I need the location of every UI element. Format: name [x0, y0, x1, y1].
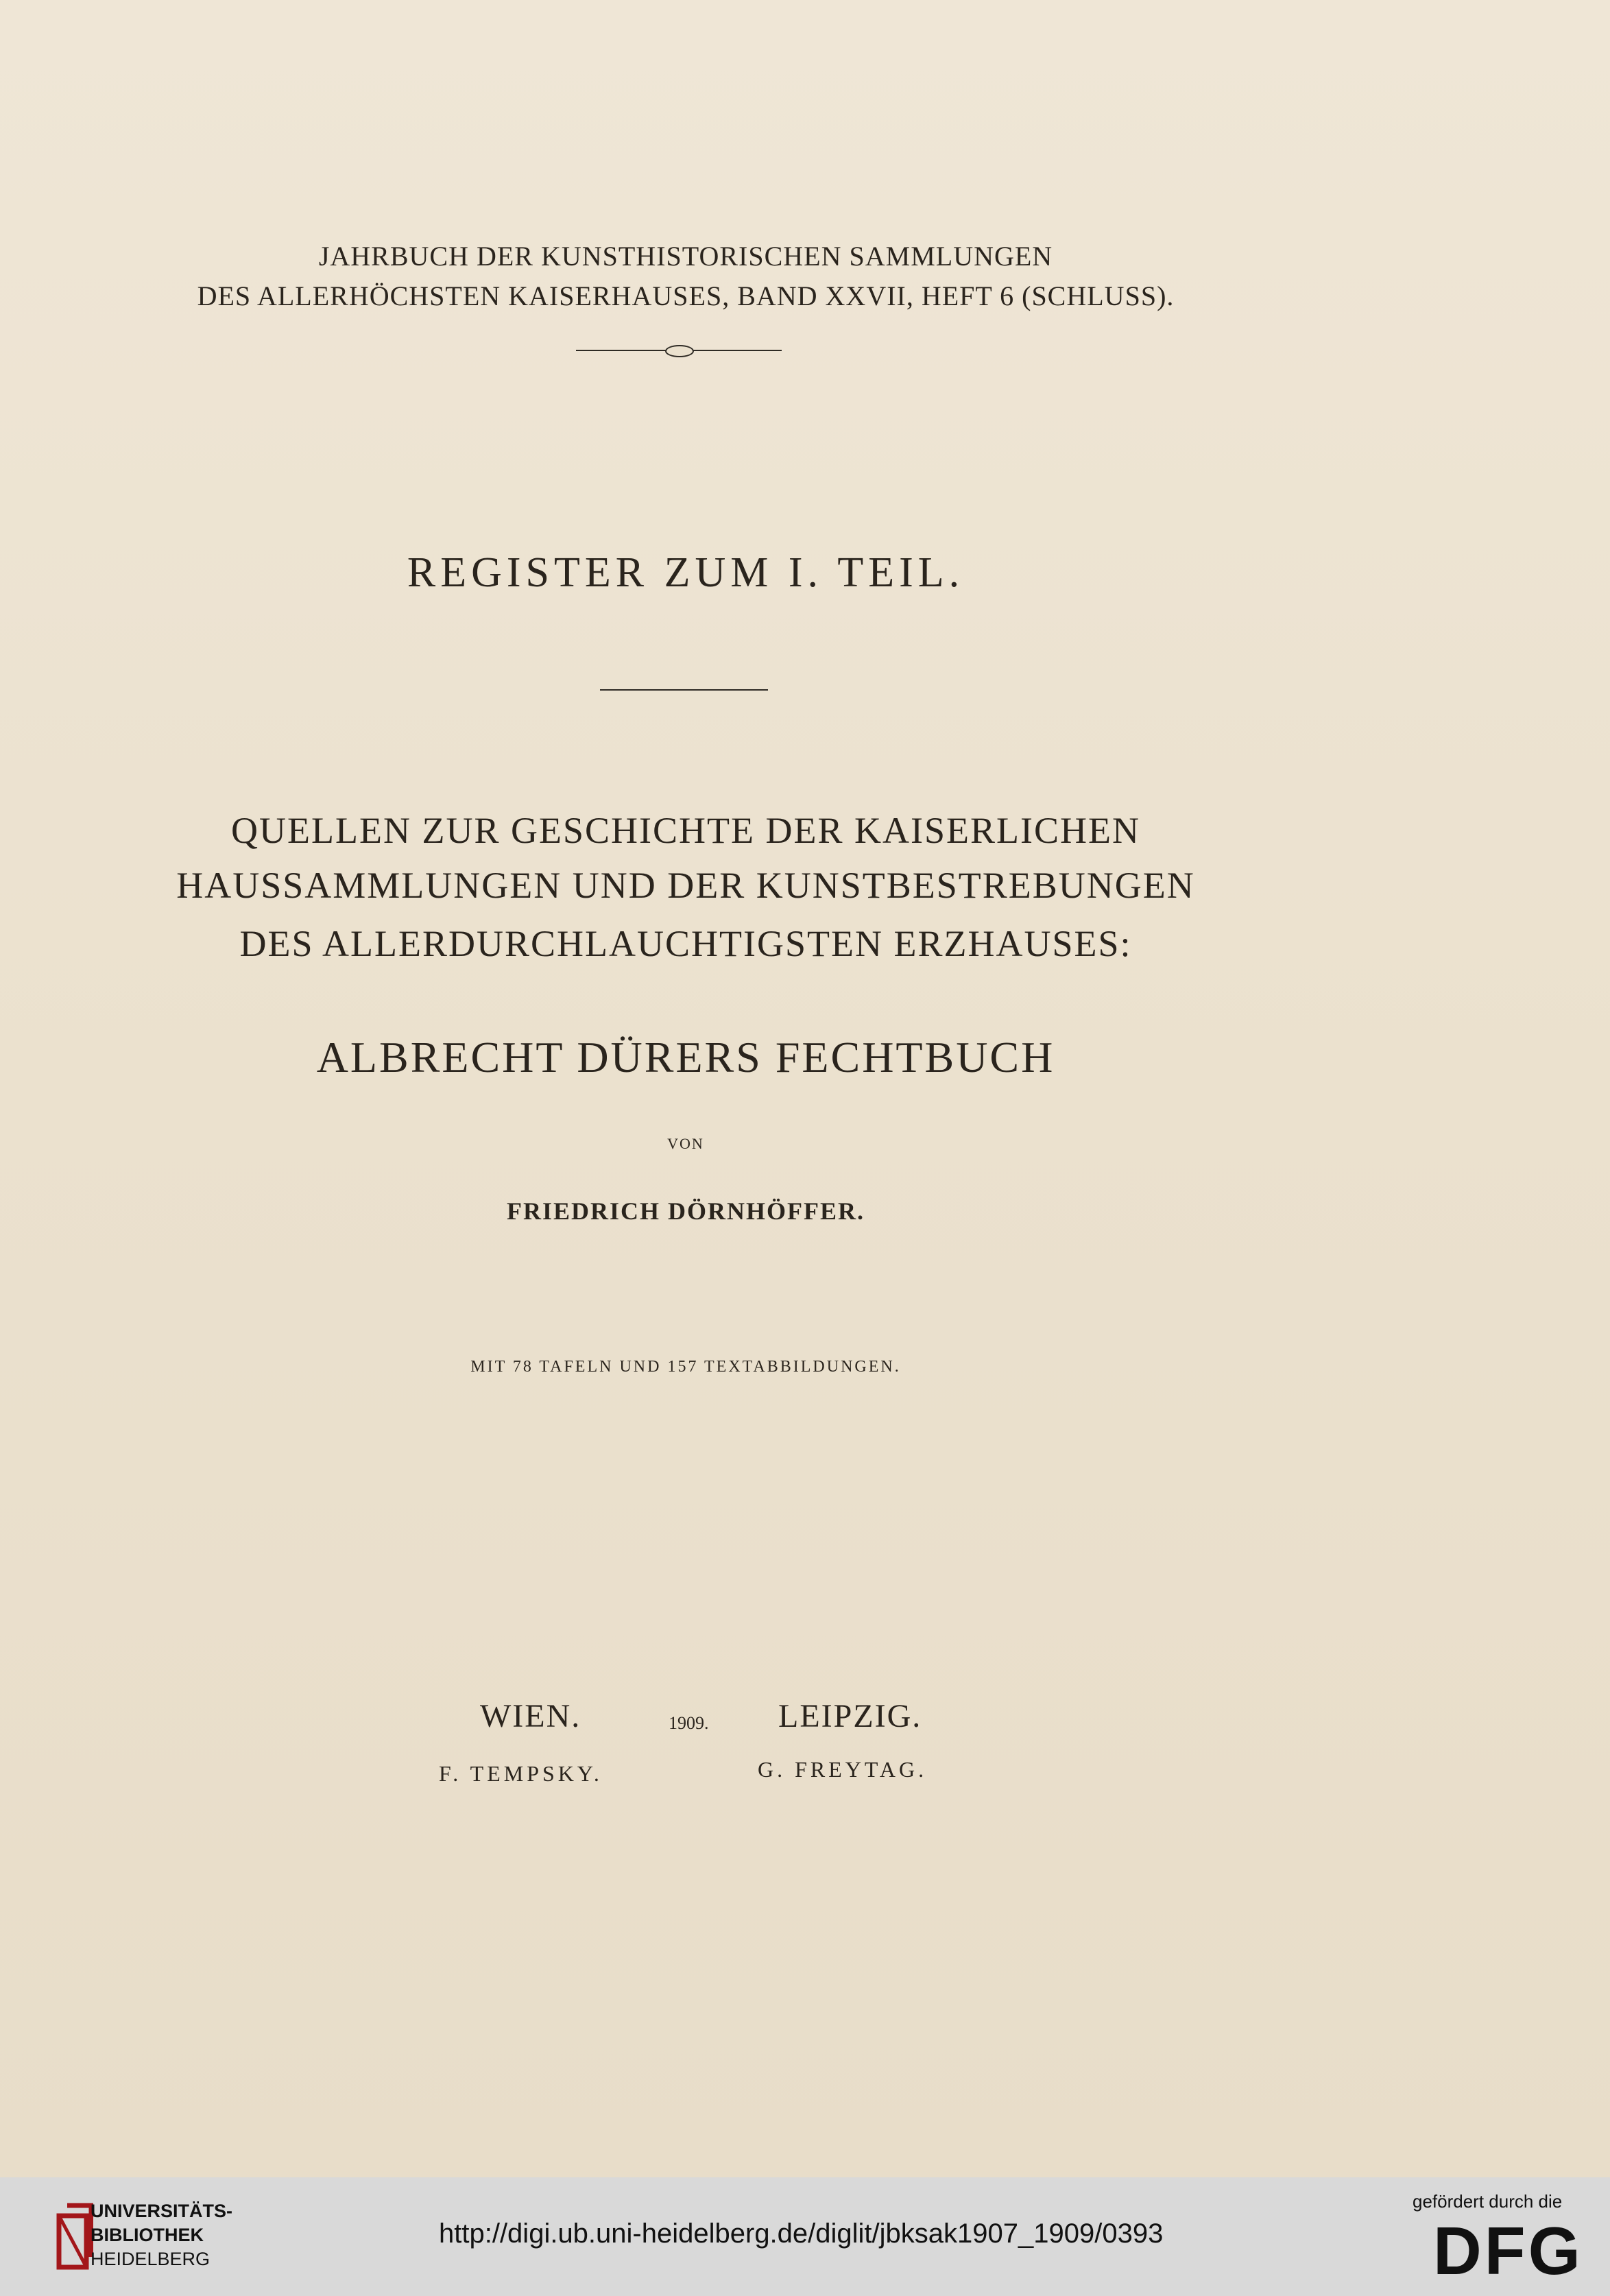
library-name	[91, 2199, 232, 2271]
imprint-city-right: LEIPZIG.	[778, 1698, 922, 1734]
footer-bar	[0, 2177, 1610, 2296]
divider-rule	[600, 689, 768, 691]
series-title-line-2: HAUSSAMMLUNGEN UND DER KUNSTBESTREBUNGEN	[176, 865, 1195, 906]
imprint-publisher-left: F. TEMPSKY.	[439, 1761, 603, 1786]
page-url-link[interactable]: http://digi.ub.uni-heidelberg.de/diglit/jbksak1907_1909/0393	[439, 2219, 1164, 2249]
imprint-year: 1909.	[669, 1713, 709, 1733]
library-line-3: HEIDELBERG	[91, 2249, 211, 2269]
header-line-2: DES ALLERHÖCHSTEN KAISERHAUSES, BAND XXVII, HEFT 6 (SCHLUSS).	[197, 280, 1175, 311]
book-title: ALBRECHT DÜRERS FECHTBUCH	[316, 1033, 1055, 1081]
library-line-1: UNIVERSITÄTS-	[91, 2201, 233, 2221]
dfg-logo: DFG	[1433, 2213, 1583, 2288]
imprint-publisher-right: G. FREYTAG.	[758, 1757, 928, 1782]
rule-ornament-icon	[665, 345, 694, 357]
library-line-2: BIBLIOTHEK	[91, 2225, 204, 2245]
author-name: FRIEDRICH DÖRNHÖFFER.	[506, 1197, 865, 1225]
imprint-city-left: WIEN.	[480, 1698, 581, 1734]
plates-note: MIT 78 TAFELN UND 157 TEXTABBILDUNGEN.	[470, 1358, 901, 1376]
library-logo-icon	[53, 2202, 93, 2271]
funded-by-label: gefördert durch die	[1413, 2191, 1563, 2212]
header-line-1: JAHRBUCH DER KUNSTHISTORISCHEN SAMMLUNGEN	[318, 241, 1053, 272]
register-title: REGISTER ZUM I. TEIL.	[407, 549, 965, 596]
series-title-line-1: QUELLEN ZUR GESCHICHTE DER KAISERLICHEN	[231, 810, 1140, 851]
by-label: VON	[667, 1135, 704, 1152]
series-title-line-3: DES ALLERDURCHLAUCHTIGSTEN ERZHAUSES:	[239, 923, 1132, 964]
